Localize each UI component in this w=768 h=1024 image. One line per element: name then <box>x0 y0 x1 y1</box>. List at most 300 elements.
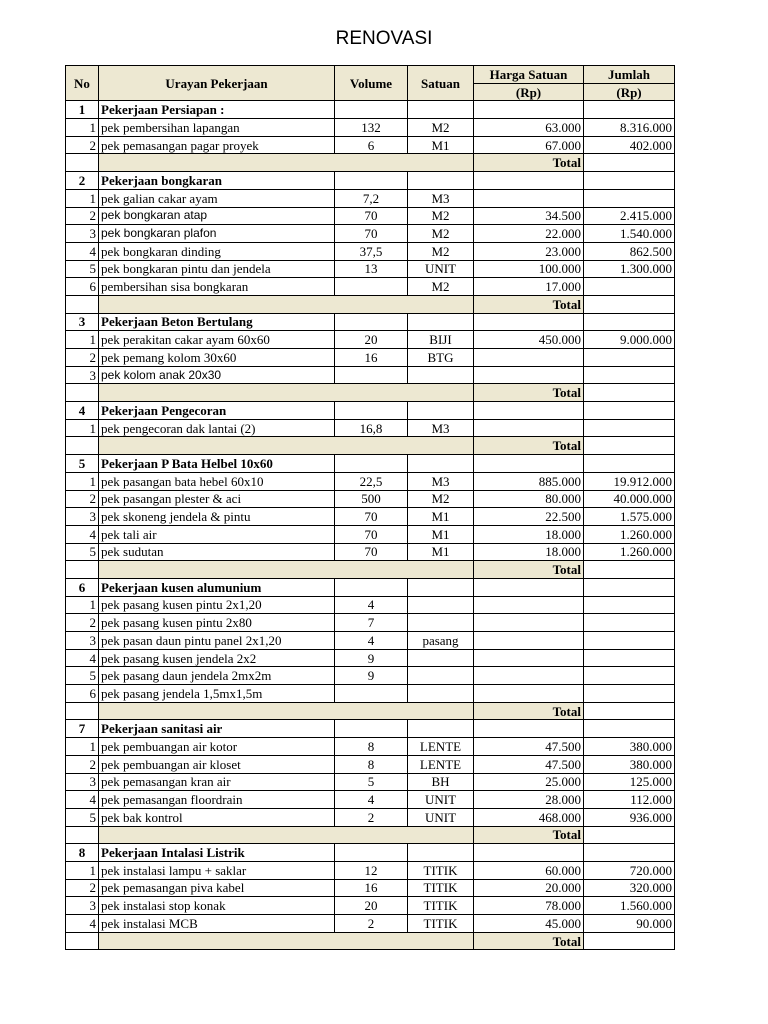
total-label: Total <box>474 702 584 720</box>
item-volume: 37,5 <box>335 242 408 260</box>
total-row <box>66 826 675 844</box>
item-unit: UNIT <box>408 260 474 278</box>
item-unit-price: 885.000 <box>474 472 584 490</box>
total-amount <box>584 561 675 579</box>
item-number: 5 <box>66 667 99 685</box>
empty-cell <box>408 402 474 420</box>
table-row <box>66 543 675 561</box>
item-unit-price <box>474 685 584 703</box>
item-unit: M2 <box>408 490 474 508</box>
item-number: 3 <box>66 632 99 650</box>
item-volume: 22,5 <box>335 472 408 490</box>
total-amount <box>584 384 675 402</box>
item-amount: 8.316.000 <box>584 119 675 137</box>
item-unit <box>408 685 474 703</box>
section-title: Pekerjaan Intalasi Listrik <box>99 844 335 862</box>
header-harga-top: Harga Satuan <box>474 66 584 84</box>
item-unit-price: 25.000 <box>474 773 584 791</box>
total-shaded-cell <box>99 384 474 402</box>
item-unit-price: 47.500 <box>474 755 584 773</box>
item-amount: 720.000 <box>584 861 675 879</box>
section-number: 8 <box>66 844 99 862</box>
empty-cell <box>408 313 474 331</box>
item-number: 2 <box>66 136 99 154</box>
table-row <box>66 791 675 809</box>
item-description: pek instalasi lampu + saklar <box>99 861 335 879</box>
item-amount: 1.575.000 <box>584 508 675 526</box>
item-volume: 70 <box>335 508 408 526</box>
item-description: pek instalasi MCB <box>99 915 335 933</box>
empty-cell <box>335 101 408 119</box>
empty-cell <box>474 402 584 420</box>
item-unit-price: 450.000 <box>474 331 584 349</box>
item-unit: M2 <box>408 278 474 296</box>
item-volume: 7,2 <box>335 189 408 207</box>
item-description: pek tali air <box>99 525 335 543</box>
item-number: 2 <box>66 490 99 508</box>
item-unit: BTG <box>408 349 474 367</box>
item-unit: TITIK <box>408 879 474 897</box>
item-amount: 9.000.000 <box>584 331 675 349</box>
item-unit <box>408 366 474 384</box>
header-harga-unit: (Rp) <box>474 83 584 101</box>
empty-cell <box>335 844 408 862</box>
section-row <box>66 172 675 190</box>
item-amount: 125.000 <box>584 773 675 791</box>
total-amount <box>584 826 675 844</box>
item-unit: M2 <box>408 119 474 137</box>
item-description: pembersihan sisa bongkaran <box>99 278 335 296</box>
item-number: 1 <box>66 419 99 437</box>
total-amount <box>584 437 675 455</box>
header-jumlah-unit: (Rp) <box>584 83 675 101</box>
item-number: 5 <box>66 543 99 561</box>
section-number: 3 <box>66 313 99 331</box>
empty-cell <box>474 844 584 862</box>
section-number: 1 <box>66 101 99 119</box>
item-amount: 1.300.000 <box>584 260 675 278</box>
total-label: Total <box>474 437 584 455</box>
item-amount: 1.260.000 <box>584 525 675 543</box>
empty-cell <box>335 172 408 190</box>
item-unit-price <box>474 632 584 650</box>
cost-table <box>65 65 675 950</box>
item-description: pek bongkaran plafon <box>99 225 335 243</box>
item-unit-price: 63.000 <box>474 119 584 137</box>
empty-cell <box>584 402 675 420</box>
total-row <box>66 295 675 313</box>
item-unit: BIJI <box>408 331 474 349</box>
item-number: 1 <box>66 472 99 490</box>
table-row <box>66 525 675 543</box>
item-number: 1 <box>66 861 99 879</box>
item-volume <box>335 685 408 703</box>
item-description: pek sudutan <box>99 543 335 561</box>
item-description: pek pemasangan kran air <box>99 773 335 791</box>
empty-cell <box>335 720 408 738</box>
empty-cell <box>474 578 584 596</box>
table-row <box>66 366 675 384</box>
item-unit-price: 47.500 <box>474 738 584 756</box>
table-row <box>66 207 675 225</box>
item-number: 3 <box>66 366 99 384</box>
table-row <box>66 136 675 154</box>
item-amount: 936.000 <box>584 808 675 826</box>
item-volume: 5 <box>335 773 408 791</box>
table-row <box>66 349 675 367</box>
total-shaded-cell <box>99 932 474 950</box>
item-unit: UNIT <box>408 791 474 809</box>
table-row <box>66 808 675 826</box>
item-unit: M3 <box>408 472 474 490</box>
item-number: 3 <box>66 508 99 526</box>
item-unit-price <box>474 189 584 207</box>
empty-cell <box>335 313 408 331</box>
item-unit-price <box>474 649 584 667</box>
item-volume: 6 <box>335 136 408 154</box>
total-label: Total <box>474 826 584 844</box>
table-row <box>66 225 675 243</box>
item-unit: pasang <box>408 632 474 650</box>
item-unit-price: 18.000 <box>474 525 584 543</box>
item-number: 1 <box>66 189 99 207</box>
section-number: 2 <box>66 172 99 190</box>
item-volume <box>335 366 408 384</box>
item-unit-price: 80.000 <box>474 490 584 508</box>
item-volume: 20 <box>335 897 408 915</box>
empty-cell <box>66 154 99 172</box>
header-row <box>66 66 675 84</box>
item-unit: TITIK <box>408 897 474 915</box>
empty-cell <box>584 455 675 473</box>
total-label: Total <box>474 932 584 950</box>
item-amount <box>584 632 675 650</box>
table-row <box>66 773 675 791</box>
item-amount: 1.560.000 <box>584 897 675 915</box>
item-unit <box>408 649 474 667</box>
table-row <box>66 738 675 756</box>
total-row <box>66 384 675 402</box>
item-amount: 40.000.000 <box>584 490 675 508</box>
item-unit-price: 78.000 <box>474 897 584 915</box>
empty-cell <box>584 313 675 331</box>
item-unit-price: 100.000 <box>474 260 584 278</box>
total-amount <box>584 154 675 172</box>
item-amount: 380.000 <box>584 755 675 773</box>
table-row <box>66 632 675 650</box>
item-volume: 8 <box>335 738 408 756</box>
empty-cell <box>408 101 474 119</box>
item-number: 2 <box>66 207 99 225</box>
total-shaded-cell <box>99 702 474 720</box>
item-unit-price <box>474 596 584 614</box>
item-unit: M2 <box>408 207 474 225</box>
item-unit <box>408 667 474 685</box>
item-number: 2 <box>66 755 99 773</box>
item-volume: 2 <box>335 915 408 933</box>
section-title: Pekerjaan sanitasi air <box>99 720 335 738</box>
item-unit: UNIT <box>408 808 474 826</box>
item-description: pek pemasangan piva kabel <box>99 879 335 897</box>
item-volume: 8 <box>335 755 408 773</box>
item-description: pek pengecoran dak lantai (2) <box>99 419 335 437</box>
item-unit-price: 45.000 <box>474 915 584 933</box>
item-volume: 12 <box>335 861 408 879</box>
item-description: pek instalasi stop konak <box>99 897 335 915</box>
item-amount: 380.000 <box>584 738 675 756</box>
item-number: 1 <box>66 331 99 349</box>
empty-cell <box>584 578 675 596</box>
table-row <box>66 278 675 296</box>
empty-cell <box>335 402 408 420</box>
item-number: 4 <box>66 525 99 543</box>
table-row <box>66 755 675 773</box>
total-label: Total <box>474 295 584 313</box>
item-volume: 16 <box>335 879 408 897</box>
section-number: 6 <box>66 578 99 596</box>
item-number: 4 <box>66 791 99 809</box>
total-row <box>66 561 675 579</box>
total-row <box>66 932 675 950</box>
item-unit <box>408 614 474 632</box>
empty-cell <box>408 172 474 190</box>
item-volume: 4 <box>335 596 408 614</box>
item-unit-price: 34.500 <box>474 207 584 225</box>
item-amount <box>584 349 675 367</box>
section-row <box>66 313 675 331</box>
empty-cell <box>335 455 408 473</box>
table-body <box>66 101 675 950</box>
item-description: pek pasang kusen pintu 2x1,20 <box>99 596 335 614</box>
item-number: 1 <box>66 119 99 137</box>
item-number: 5 <box>66 808 99 826</box>
total-shaded-cell <box>99 437 474 455</box>
section-title: Pekerjaan P Bata Helbel 10x60 <box>99 455 335 473</box>
section-row <box>66 101 675 119</box>
section-row <box>66 844 675 862</box>
item-unit: BH <box>408 773 474 791</box>
item-description: pek pasangan plester & aci <box>99 490 335 508</box>
empty-cell <box>584 844 675 862</box>
section-number: 4 <box>66 402 99 420</box>
table-row <box>66 596 675 614</box>
item-amount <box>584 419 675 437</box>
item-amount <box>584 667 675 685</box>
total-shaded-cell <box>99 561 474 579</box>
item-unit-price <box>474 366 584 384</box>
section-title: Pekerjaan Beton Bertulang <box>99 313 335 331</box>
item-unit-price: 17.000 <box>474 278 584 296</box>
item-description: pek pasang kusen pintu 2x80 <box>99 614 335 632</box>
table-row <box>66 508 675 526</box>
item-number: 1 <box>66 738 99 756</box>
item-description: pek pasang kusen jendela 2x2 <box>99 649 335 667</box>
item-amount: 320.000 <box>584 879 675 897</box>
total-row <box>66 154 675 172</box>
item-number: 1 <box>66 596 99 614</box>
item-unit: M3 <box>408 189 474 207</box>
item-unit: M1 <box>408 508 474 526</box>
empty-cell <box>584 172 675 190</box>
item-unit <box>408 596 474 614</box>
item-volume: 7 <box>335 614 408 632</box>
table-row <box>66 685 675 703</box>
item-unit-price <box>474 349 584 367</box>
item-amount <box>584 366 675 384</box>
item-description: pek pemang kolom 30x60 <box>99 349 335 367</box>
total-shaded-cell <box>99 295 474 313</box>
table-row <box>66 861 675 879</box>
section-row <box>66 402 675 420</box>
item-description: pek galian cakar ayam <box>99 189 335 207</box>
item-unit-price: 28.000 <box>474 791 584 809</box>
empty-cell <box>66 561 99 579</box>
item-unit: TITIK <box>408 861 474 879</box>
item-description: pek pembuangan air kloset <box>99 755 335 773</box>
item-number: 3 <box>66 773 99 791</box>
total-amount <box>584 295 675 313</box>
item-number: 6 <box>66 278 99 296</box>
empty-cell <box>66 702 99 720</box>
section-number: 5 <box>66 455 99 473</box>
empty-cell <box>335 578 408 596</box>
item-amount: 112.000 <box>584 791 675 809</box>
item-amount <box>584 649 675 667</box>
empty-cell <box>66 384 99 402</box>
item-unit-price <box>474 667 584 685</box>
item-unit: TITIK <box>408 915 474 933</box>
item-volume: 70 <box>335 543 408 561</box>
header-uraian: Urayan Pekerjaan <box>99 66 335 101</box>
item-unit-price: 468.000 <box>474 808 584 826</box>
empty-cell <box>474 455 584 473</box>
empty-cell <box>408 720 474 738</box>
item-volume: 20 <box>335 331 408 349</box>
item-unit-price <box>474 419 584 437</box>
item-amount <box>584 189 675 207</box>
item-unit-price <box>474 614 584 632</box>
section-title: Pekerjaan Persiapan : <box>99 101 335 119</box>
section-number: 7 <box>66 720 99 738</box>
empty-cell <box>584 101 675 119</box>
item-amount: 90.000 <box>584 915 675 933</box>
empty-cell <box>584 720 675 738</box>
item-volume: 2 <box>335 808 408 826</box>
item-unit-price: 18.000 <box>474 543 584 561</box>
total-label: Total <box>474 154 584 172</box>
item-unit-price: 22.000 <box>474 225 584 243</box>
item-number: 4 <box>66 649 99 667</box>
item-description: pek bongkaran pintu dan jendela <box>99 260 335 278</box>
table-row <box>66 331 675 349</box>
item-volume: 70 <box>335 225 408 243</box>
item-unit: M3 <box>408 419 474 437</box>
item-volume <box>335 278 408 296</box>
empty-cell <box>66 295 99 313</box>
header-satuan: Satuan <box>408 66 474 101</box>
item-number: 2 <box>66 614 99 632</box>
item-description: pek skoneng jendela & pintu <box>99 508 335 526</box>
item-amount <box>584 596 675 614</box>
item-volume: 13 <box>335 260 408 278</box>
item-unit: LENTE <box>408 738 474 756</box>
item-volume: 16 <box>335 349 408 367</box>
item-unit: LENTE <box>408 755 474 773</box>
section-title: Pekerjaan kusen alumunium <box>99 578 335 596</box>
section-title: Pekerjaan Pengecoran <box>99 402 335 420</box>
item-number: 4 <box>66 242 99 260</box>
item-volume: 4 <box>335 632 408 650</box>
item-volume: 9 <box>335 667 408 685</box>
item-amount: 1.540.000 <box>584 225 675 243</box>
item-unit-price: 22.500 <box>474 508 584 526</box>
item-volume: 132 <box>335 119 408 137</box>
item-description: pek pemasangan floordrain <box>99 791 335 809</box>
total-shaded-cell <box>99 826 474 844</box>
total-row <box>66 437 675 455</box>
item-unit: M2 <box>408 242 474 260</box>
empty-cell <box>408 844 474 862</box>
header-jumlah-top: Jumlah <box>584 66 675 84</box>
section-row <box>66 455 675 473</box>
item-number: 2 <box>66 349 99 367</box>
empty-cell <box>474 101 584 119</box>
table-row <box>66 915 675 933</box>
section-row <box>66 720 675 738</box>
item-description: pek pasangan bata hebel 60x10 <box>99 472 335 490</box>
item-unit: M1 <box>408 525 474 543</box>
table-row <box>66 879 675 897</box>
section-title: Pekerjaan bongkaran <box>99 172 335 190</box>
item-volume: 70 <box>335 525 408 543</box>
total-amount <box>584 702 675 720</box>
item-unit-price: 23.000 <box>474 242 584 260</box>
item-volume: 9 <box>335 649 408 667</box>
header-volume: Volume <box>335 66 408 101</box>
header-no: No <box>66 66 99 101</box>
item-unit-price: 67.000 <box>474 136 584 154</box>
table-row <box>66 260 675 278</box>
item-unit: M2 <box>408 225 474 243</box>
empty-cell <box>66 932 99 950</box>
item-unit: M1 <box>408 543 474 561</box>
empty-cell <box>66 826 99 844</box>
table-row <box>66 649 675 667</box>
table-row <box>66 490 675 508</box>
total-row <box>66 702 675 720</box>
item-description: pek bak kontrol <box>99 808 335 826</box>
total-label: Total <box>474 561 584 579</box>
item-amount: 2.415.000 <box>584 207 675 225</box>
table-row <box>66 667 675 685</box>
item-description: pek pasang daun jendela 2mx2m <box>99 667 335 685</box>
table-row <box>66 472 675 490</box>
empty-cell <box>408 455 474 473</box>
item-amount <box>584 614 675 632</box>
item-unit-price: 20.000 <box>474 879 584 897</box>
table-row <box>66 897 675 915</box>
item-description: pek bongkaran atap <box>99 207 335 225</box>
item-number: 3 <box>66 897 99 915</box>
table-row <box>66 614 675 632</box>
item-number: 2 <box>66 879 99 897</box>
table-row <box>66 242 675 260</box>
page-title: RENOVASI <box>335 28 433 49</box>
empty-cell <box>408 578 474 596</box>
empty-cell <box>66 437 99 455</box>
item-number: 5 <box>66 260 99 278</box>
item-description: pek pemasangan pagar proyek <box>99 136 335 154</box>
